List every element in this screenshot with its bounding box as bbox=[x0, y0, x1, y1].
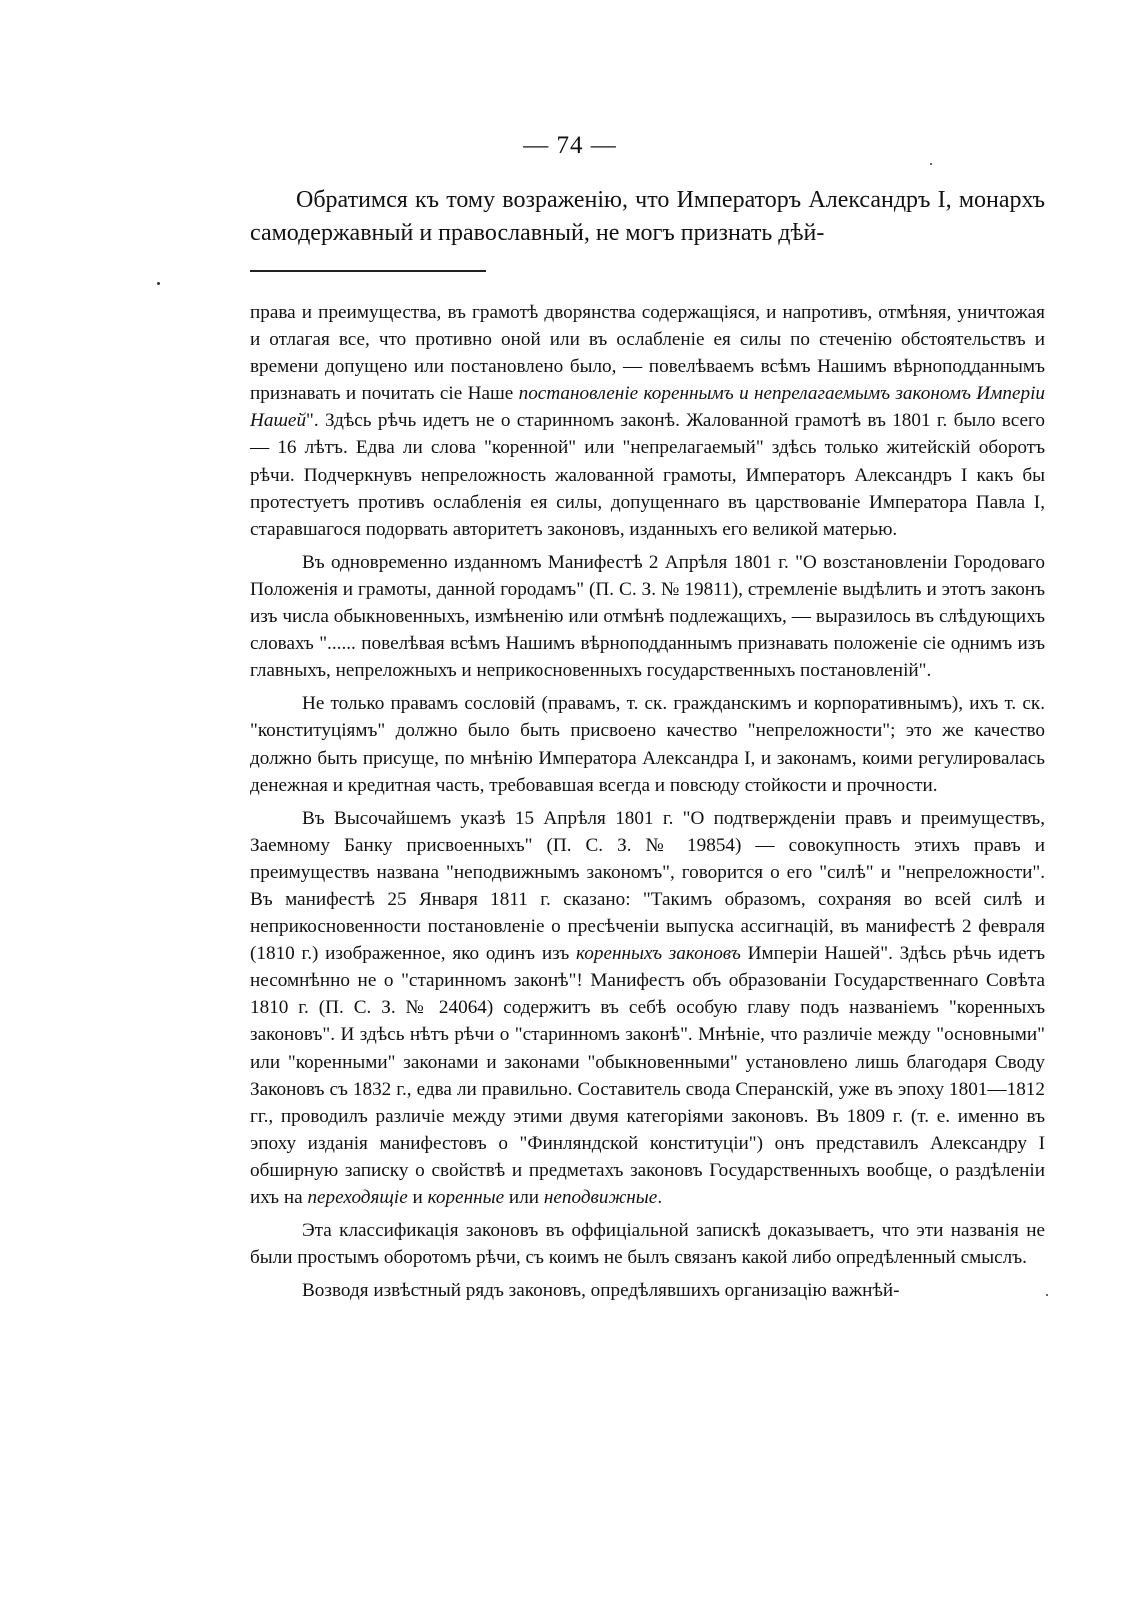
footnote-emphasis: коренные bbox=[427, 1187, 505, 1208]
footnote-text: и bbox=[407, 1187, 428, 1208]
footnote-paragraph-1 bbox=[250, 299, 1045, 543]
footnote-paragraph-2: Въ одновременно изданномъ Манифестѣ 2 Апрѣля 1801 г. "О возстановленіи Городоваго Положенія и грамоты, данной городамъ" (П. С. З. № 19811), стремленіе выдѣлить и этотъ законъ изъ числа обыкновенныхъ, измѣненію или отмѣнѣ подлежащихъ, — выразилось въ слѣдующихъ словахъ "...... повелѣвая всѣмъ Нашимъ вѣрноподданнымъ признавать положеніе сіе однимъ изъ главныхъ, непреложныхъ и неприкосновенныхъ государственныхъ постановленій". bbox=[250, 551, 1045, 682]
footnote-text: Въ Высочайшемъ указѣ 15 Апрѣля 1801 г. "О подтвержденіи правъ и преимуществъ, Заемному Банку присвоенныхъ" (П. С. З. № 19854) — совокупность этихъ правъ и преимуществъ названа "неподвижнымъ закономъ", говорится о его "силѣ" и "непреложности". Въ манифестѣ 25 Января 1811 г. сказано: "Такимъ образомъ, сохраняя во всей силѣ и неприкосновенности постановленіе о пресѣченіи выпуска ассигнацій, въ манифестѣ 2 февраля (1810 г.) изображенное, яко одинъ изъ bbox=[250, 807, 1045, 965]
footnote-paragraph-6: Возводя извѣстный рядъ законовъ, опредѣлявшихъ организацію важнѣй- bbox=[302, 1280, 900, 1302]
footnote-emphasis: коренныхъ законовъ bbox=[576, 943, 741, 965]
main-text bbox=[250, 184, 1045, 250]
footnote-emphasis: постановленіе кореннымъ и непрелагаемымъ закономъ Имперіи Нашей bbox=[250, 383, 1045, 432]
main-paragraph: Обратимся къ тому возраженію, что Императоръ Александръ I, монархъ самодержавный и православный, не могъ признать дѣй- bbox=[250, 187, 1045, 246]
footnote-paragraph-4 bbox=[250, 805, 1045, 1211]
footnote-text: . bbox=[657, 1187, 663, 1208]
footnote-paragraph-3: Не только правамъ сословій (правамъ, т. ск. гражданскимъ и корпоративнымъ), ихъ т. ск. "конституціямъ" должно было быть присвоено качество "непреложности"; это же качество должно быть присуще, по мнѣнію Императора Александра I, и законамъ, коими регулировалась денежная и кредитная часть, требовавшая всегда и повсюду стойкости и прочности. bbox=[250, 693, 1045, 796]
footnote-text: или bbox=[504, 1187, 544, 1208]
footnote-text: Имперіи Нашей". Здѣсь рѣчь идетъ несомнѣнно не о "старинномъ законѣ"! Манифестъ объ образованіи Государственнаго Совѣта 1810 г. (П. С. З. № 24064) содержитъ въ себѣ особую главу подъ названіемъ "коренныхъ законовъ". И здѣсь нѣтъ рѣчи о "старинномъ законѣ". Мнѣніе, что различіе между "основными" или "коренными" законами и законами "обыкновенными" установлено лишь благодаря Своду Законовъ съ 1832 г., едва ли правильно. Составитель свода Сперанскій, уже въ эпоху 1801—1812 гг., проводилъ различіе между этими двумя категоріями законовъ. Въ 1809 г. (т. е. именно въ эпоху изданія манифестовъ о "Финляндской конституціи") онъ представилъ Александру I обширную записку о свойствѣ и предметахъ законовъ Государственныхъ вообще, о раздѣленіи ихъ на bbox=[250, 943, 1045, 1208]
scan-speck bbox=[1046, 1294, 1048, 1296]
footnote-paragraph-5: Эта классификація законовъ въ оффиціальной запискѣ доказываетъ, что эти названія не были простымъ оборотомъ рѣчи, съ коимъ не былъ связанъ какой либо опредѣленный смыслъ. bbox=[250, 1220, 1045, 1269]
page-number: — 74 — bbox=[523, 132, 617, 159]
footnote-text: права и преимущества, въ грамотѣ дворянства содержащіяся, и напротивъ, отмѣняя, уничтожая и отлагая все, что противно оной или въ ослабленіе ея силы по стеченію обстоятельствъ и времени допущено или постановлено было, — повелѣваемъ всѣмъ Нашимъ вѣрноподданнымъ признавать и почитать сіе Наше bbox=[250, 302, 1045, 405]
footnote-emphasis: переходящіе bbox=[307, 1187, 408, 1208]
scan-speck bbox=[157, 282, 160, 285]
footnote-emphasis: неподвижные bbox=[543, 1187, 658, 1208]
scan-speck bbox=[930, 163, 932, 165]
footnote-divider bbox=[250, 270, 486, 272]
footnote-text: ". Здѣсь рѣчь идетъ не о старинномъ законѣ. Жалованной грамотѣ въ 1801 г. было всего — 16 лѣтъ. Едва ли слова "коренной" или "непрелагаемый" здѣсь только житейскій оборотъ рѣчи. Подчеркнувъ непреложность жалованной грамоты, Императоръ Александръ I какъ бы протестуетъ противъ ослабленія ея силы, допущеннаго въ царствованіе Императора Павла I, старавшагося подорвать авторитетъ законовъ, изданныхъ его великой матерью. bbox=[250, 410, 1045, 540]
footnote bbox=[250, 299, 1045, 1310]
